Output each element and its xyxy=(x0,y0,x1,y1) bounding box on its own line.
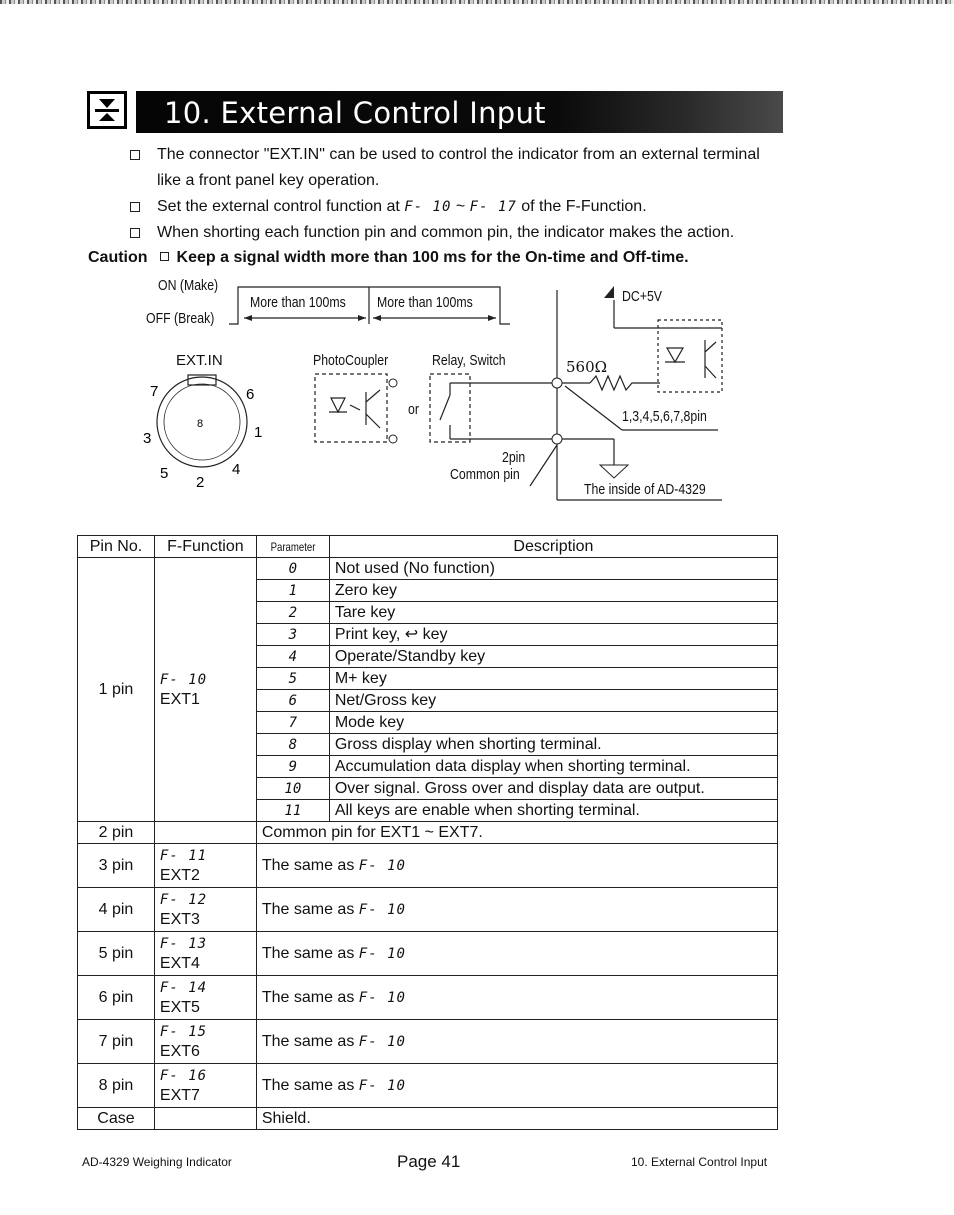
header-pin: Pin No. xyxy=(78,536,155,558)
page-number: Page 41 xyxy=(397,1152,461,1171)
pin2-label: 2pin xyxy=(502,449,526,466)
desc-cell: Tare key xyxy=(329,602,777,624)
pin-label-6: 6 xyxy=(246,386,255,403)
param-cell: 5 xyxy=(256,668,329,690)
function-cell: F- 14 EXT5 xyxy=(154,976,256,1020)
desc-cell: Operate/Standby key xyxy=(329,646,777,668)
param-cell: 10 xyxy=(256,778,329,800)
param-cell: 4 xyxy=(256,646,329,668)
desc-cell: The same as F- 10 xyxy=(256,1064,777,1108)
on-make-label: ON (Make) xyxy=(158,277,219,294)
param-cell: 6 xyxy=(256,690,329,712)
pin-cell: 6 pin xyxy=(78,976,155,1020)
footer-left: AD-4329 Weighing Indicator xyxy=(82,1155,232,1169)
function-cell: F- 12 EXT3 xyxy=(154,888,256,932)
desc-cell: The same as F- 10 xyxy=(256,932,777,976)
photocoupler-label: PhotoCoupler xyxy=(313,352,389,369)
function-cell: F- 16 EXT7 xyxy=(154,1064,256,1108)
header-ffunction: F-Function xyxy=(154,536,256,558)
header-parameter: Parameter xyxy=(256,536,329,558)
desc-cell: Shield. xyxy=(256,1108,777,1130)
table-row xyxy=(78,558,778,580)
off-break-label: OFF (Break) xyxy=(146,310,215,327)
relay-switch-label: Relay, Switch xyxy=(432,352,506,369)
dc5v-label: DC+5V xyxy=(622,288,663,305)
pin-label-7: 7 xyxy=(150,383,159,400)
param-cell: 8 xyxy=(256,734,329,756)
desc-cell: The same as F- 10 xyxy=(256,976,777,1020)
pin-cell: 7 pin xyxy=(78,1020,155,1064)
pin-cell: 4 pin xyxy=(78,888,155,932)
param-cell: 11 xyxy=(256,800,329,822)
table-row xyxy=(78,1108,778,1130)
param-cell: 9 xyxy=(256,756,329,778)
more-than-label-1: More than 100ms xyxy=(250,294,346,311)
ext-in-label: EXT.IN xyxy=(176,352,223,369)
common-pin-label: Common pin xyxy=(450,466,520,483)
case-cell: Case xyxy=(78,1108,155,1130)
desc-cell: Print key, ↩ key xyxy=(329,624,777,646)
pins-list-label: 1,3,4,5,6,7,8pin xyxy=(622,408,707,425)
function-cell: F- 11 EXT2 xyxy=(154,844,256,888)
desc-cell: Mode key xyxy=(329,712,777,734)
desc-cell: The same as F- 10 xyxy=(256,1020,777,1064)
pin-label-3: 3 xyxy=(143,430,152,447)
table-row xyxy=(78,1064,778,1108)
param-cell: 1 xyxy=(256,580,329,602)
table-row xyxy=(78,976,778,1020)
table-header-row xyxy=(78,536,778,558)
desc-cell: Not used (No function) xyxy=(329,558,777,580)
caution-line: Caution Keep a signal width more than 100 ms for the On-time and Off-time. xyxy=(88,249,689,266)
param-cell: 2 xyxy=(256,602,329,624)
footer-right: 10. External Control Input xyxy=(631,1155,768,1169)
table-row xyxy=(78,844,778,888)
param-cell: 7 xyxy=(256,712,329,734)
param-cell: 0 xyxy=(256,558,329,580)
desc-cell: Over signal. Gross over and display data are output. xyxy=(329,778,777,800)
pin1-function-cell: F- 10 EXT1 xyxy=(154,558,256,822)
desc-cell: Gross display when shorting terminal. xyxy=(329,734,777,756)
table-row xyxy=(78,1020,778,1064)
pin-function-table xyxy=(77,535,778,1130)
pin-label-5: 5 xyxy=(160,465,169,482)
param-cell: 3 xyxy=(256,624,329,646)
pin1-cell: 1 pin xyxy=(78,558,155,822)
desc-cell: Common pin for EXT1 ~ EXT7. xyxy=(256,822,777,844)
section-title: 10. External Control Input xyxy=(164,96,546,130)
pin-cell: 8 pin xyxy=(78,1064,155,1108)
desc-cell: M+ key xyxy=(329,668,777,690)
pin-label-8: 8 xyxy=(197,418,204,430)
or-label: or xyxy=(408,401,419,418)
pin-cell: 5 pin xyxy=(78,932,155,976)
desc-cell: Accumulation data display when shorting terminal. xyxy=(329,756,777,778)
desc-cell: The same as F- 10 xyxy=(256,844,777,888)
pin-label-4: 4 xyxy=(232,461,241,478)
more-than-label-2: More than 100ms xyxy=(377,294,473,311)
desc-cell: All keys are enable when shorting terminal. xyxy=(329,800,777,822)
resistor-label: 560Ω xyxy=(566,358,608,376)
header-description: Description xyxy=(329,536,777,558)
pin-label-1: 1 xyxy=(254,424,263,441)
pin2-cell: 2 pin xyxy=(78,822,155,844)
inside-label: The inside of AD-4329 xyxy=(584,481,706,498)
desc-cell: Net/Gross key xyxy=(329,690,777,712)
table-row xyxy=(78,888,778,932)
desc-cell: Zero key xyxy=(329,580,777,602)
table-row xyxy=(78,932,778,976)
function-cell: F- 13 EXT4 xyxy=(154,932,256,976)
pin-cell: 3 pin xyxy=(78,844,155,888)
function-cell: F- 15 EXT6 xyxy=(154,1020,256,1064)
pin-label-2: 2 xyxy=(196,474,205,491)
desc-cell: The same as F- 10 xyxy=(256,888,777,932)
table-row xyxy=(78,822,778,844)
